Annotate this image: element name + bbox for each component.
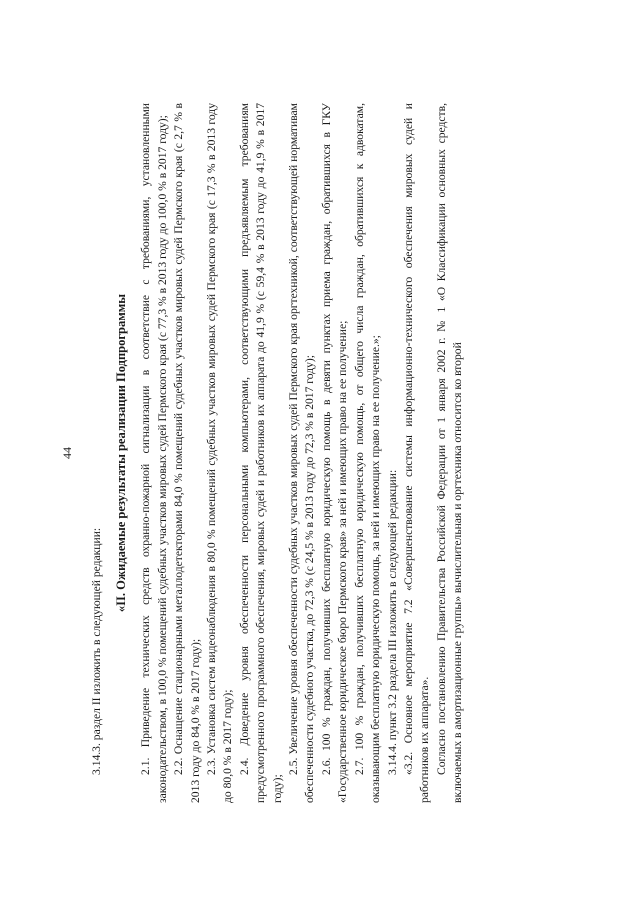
section-heading: «II. Ожидаемые результаты реализации Подпрограммы — [114, 293, 129, 612]
page-number: 44 — [60, 446, 74, 459]
paragraph-2-3: 2.3. Установка систем видеонаблюдения в 80,0 % помещений судебных участков мировых судей Пермского края (с 17,3 % в 2013 году до 80,0 % в 2017 году); — [205, 102, 235, 803]
paragraph-2-1: 2.1. Приведение технических средств охранно-пожарной сигнализации в соответствие с требованиями, установленными законодательством, в 100,0 % помещений судебных участков мировых судей Пермского края (с 77,3 % в 2013 году до 100,0 % в 2017 году); — [139, 102, 169, 803]
paragraph-2-6: 2.6. 100 % граждан, получивших бесплатную юридическую помощь в девяти пунктах приема граждан, обратившихся в ГКУ «Государственное юридическое бюро Пермского края» за ней и имеющих право на ее получение; — [319, 102, 350, 803]
paragraph-classification: Согласно постановлению Правительства Российской Федерации от 1 января 2002 г. № 1 «О Классификации основных средств, включаемых в амортизационные группы» вычислительная и оргтехника относится ко второй — [434, 102, 465, 803]
paragraph-3-2: «3.2. Основное мероприятие 7.2 «Совершенствование системы информационно-технического обеспечения мировых судей и работников их аппарата». — [401, 102, 432, 803]
intro-paragraph: 3.14.3. раздел II изложить в следующей редакции: — [90, 527, 103, 775]
paragraph-2-7: 2.7. 100 % граждан, получивших бесплатную юридическую помощь, от общего числа граждан, обратившихся к адвокатам, оказывающим бесплатную юридическую помощь, за ней и имеющих право на ее получение.»; — [352, 102, 383, 803]
paragraph-2-5: 2.5. Увеличение уровня обеспеченности судебных участков мировых судей Пермского края оргтехникой, соответствующей нормативам обеспеченности судебного участка, до 72,3 % (с 24,5 % в 2013 году до 72,3 % в 2017 году); — [287, 102, 317, 803]
paragraph-3-14-4: 3.14.4. пункт 3.2 раздела III изложить в следующей редакции: — [385, 469, 399, 775]
paragraph-2-2: 2.2. Оснащение стационарными металлодетекторами 84,0 % помещений судебных участков мировых судей Пермского края (с 2,7 % в 2013 году до 84,0 % в 2017 году); — [172, 102, 202, 803]
paragraph-2-4: 2.4. Доведение уровня обеспеченности персональными компьютерами, соответствующими предъявляемым требованиям предусмотренного программного обеспечения, мировых судей и работников их аппарата до 41,9 % (с 59,4 % в 2013 году до 41,9 % в 2017 году); — [237, 102, 284, 803]
rotated-document-page — [60, 103, 580, 803]
